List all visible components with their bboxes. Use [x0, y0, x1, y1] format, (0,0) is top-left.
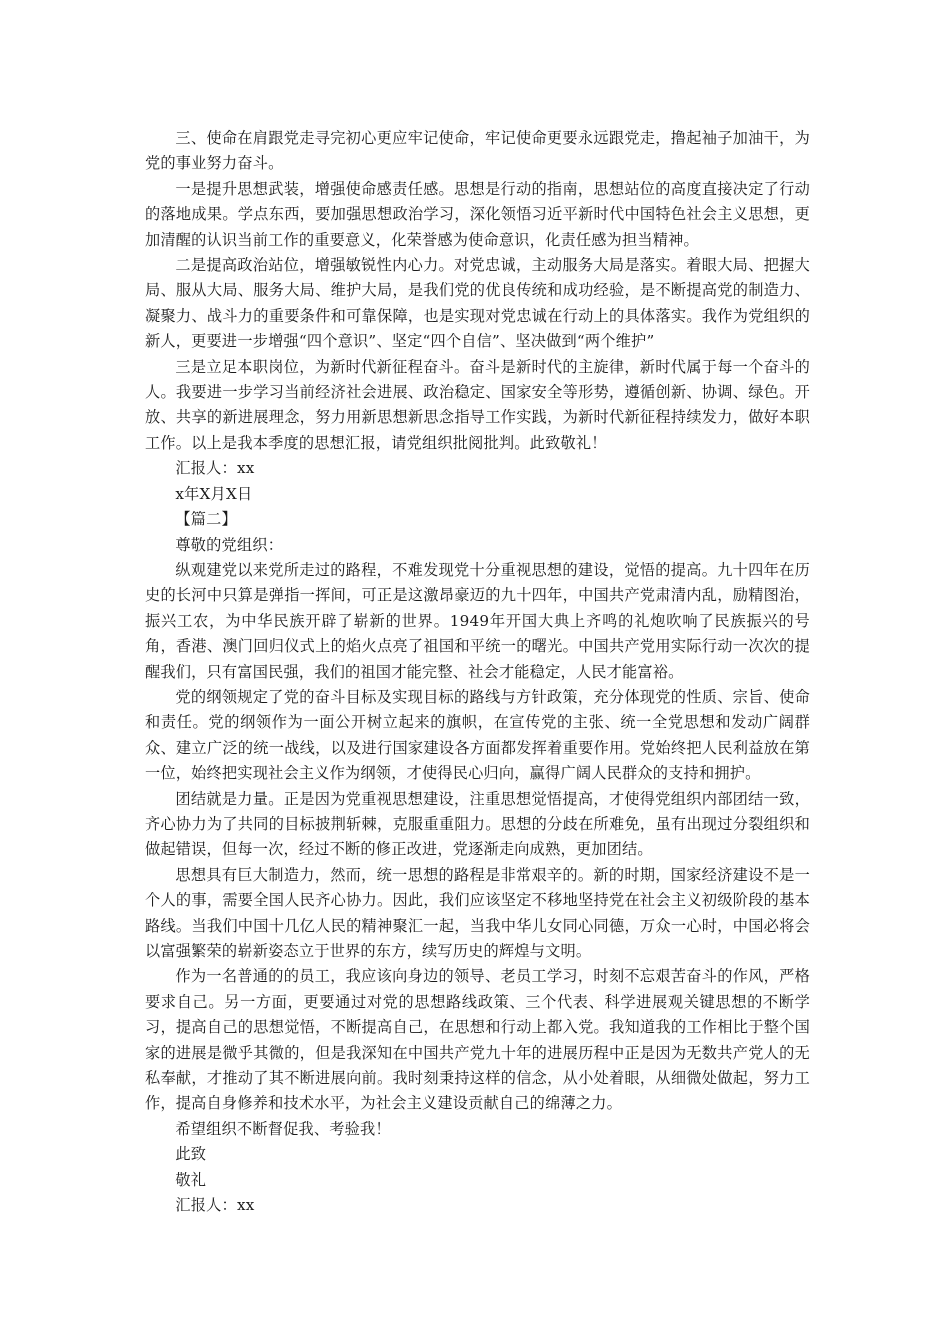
body-paragraph: 作为一名普通的的员工，我应该向身边的领导、老员工学习，时刻不忘艰苦奋斗的作风，严格要求自己。另一方面，更要通过对党的思想路线政策、三个代表、科学进展观关键思想的不断学习，提高自己的思想觉悟，不断提高自己，在思想和行动上都入党。我知道我的工作相比于整个国家的进展是微乎其微的，但是我深知在中国共产党九十年的进展历程中正是因为无数共产党人的无私奉献，才推动了其不断进展向前。我时刻秉持这样的信念，从小处着眼，从细微处做起，努力工作，提高自身修养和技术水平，为社会主义建设贡献自己的绵薄之力。	[145, 967, 810, 1113]
closing-hope: 希望组织不断督促我、考验我！	[175, 1119, 391, 1138]
date-line: x年X月X日	[175, 484, 253, 503]
body-paragraph: 一是提升思想武装，增强使命感责任感。思想是行动的指南，思想站位的高度直接决定了行动的落地成果。学点东西，要加强思想政治学习，深化领悟习近平新时代中国特色社会主义思想，更加清醒的认识当前工作的重要意义，化荣誉感为使命意识，化责任感为担当精神。	[145, 179, 810, 249]
salutation: 尊敬的党组织：	[175, 535, 284, 554]
body-paragraph: 团结就是力量。正是因为党重视思想建设，注重思想觉悟提高，才使得党组织内部团结一致，齐心协力为了共同的目标披荆斩棘，克服重重阻力。思想的分歧在所难免，虽有出现过分裂组织和做起错误，但每一次，经过不断的修正改进，党逐渐走向成熟，更加团结。	[145, 789, 810, 859]
closing-jingli: 敬礼	[175, 1170, 207, 1189]
section-heading: 【篇二】	[175, 510, 237, 529]
reporter-line: 汇报人：xx	[175, 1196, 255, 1215]
body-paragraph: 三是立足本职岗位，为新时代新征程奋斗。奋斗是新时代的主旋律，新时代属于每一个奋斗的人。我要进一步学习当前经济社会进展、政治稳定、国家安全等形势，遵循创新、协调、绿色。开放、共享的新进展理念，努力用新思想新思念指导工作实践，为新时代新征程持续发力，做好本职工作。以上是我本季度的思想汇报，请党组织批阅批判。此致敬礼！	[145, 357, 810, 452]
body-paragraph: 思想具有巨大制造力，然而，统一思想的路程是非常艰辛的。新的时期，国家经济建设不是一个人的事，需要全国人民齐心协力。因此，我们应该坚定不移地坚持党在社会主义初级阶段的基本路线。当我们中国十几亿人民的精神聚汇一起，当我中华儿女同心同德，万众一心时，中国必将会以富强繁荣的崭新姿态立于世界的东方，续写历史的辉煌与文明。	[145, 865, 810, 960]
closing-cizhi: 此致	[175, 1145, 207, 1164]
reporter-line: 汇报人：xx	[175, 459, 255, 478]
section-three-heading-paragraph: 三、使命在肩跟党走寻完初心更应牢记使命，牢记使命更要永远跟党走，撸起袖子加油干，为党的事业努力奋斗。	[145, 129, 810, 173]
body-paragraph: 纵观建党以来党所走过的路程，不难发现党十分重视思想的建设，觉悟的提高。九十四年在历史的长河中只算是弹指一挥间，可正是这激昂豪迈的九十四年，中国共产党肃清内乱，励精图治，振兴工农，为中华民族开辟了崭新的世界。1949年开国大典上齐鸣的礼炮吹响了民族振兴的号角，香港、澳门回归仪式上的焰火点亮了祖国和平统一的曙光。中国共产党用实际行动一次次的提醒我们，只有富国民强，我们的祖国才能完整、社会才能稳定，人民才能富裕。	[145, 560, 810, 681]
body-paragraph: 党的纲领规定了党的奋斗目标及实现目标的路线与方针政策，充分体现党的性质、宗旨、使命和责任。党的纲领作为一面公开树立起来的旗帜，在宣传党的主张、统一全党思想和发动广阔群众、建立广泛的统一战线，以及进行国家建设各方面都发挥着重要作用。党始终把人民利益放在第一位，始终把实现社会主义作为纲领，才使得民心归向，赢得广阔人民群众的支持和拥护。	[145, 687, 810, 783]
body-paragraph: 二是提高政治站位，增强敏锐性内心力。对党忠诚，主动服务大局是落实。着眼大局、把握大局、服从大局、服务大局、维护大局，是我们党的优良传统和成功经验，是不断提高党的制造力、凝聚力、战斗力的重要条件和可靠保障，也是实现对党忠诚在行动上的具体落实。我作为党组织的新人，更要进一步增强“四个意识”、坚定“四个自信”、坚决做到“两个维护”	[145, 256, 810, 351]
document-page	[145, 126, 810, 1218]
